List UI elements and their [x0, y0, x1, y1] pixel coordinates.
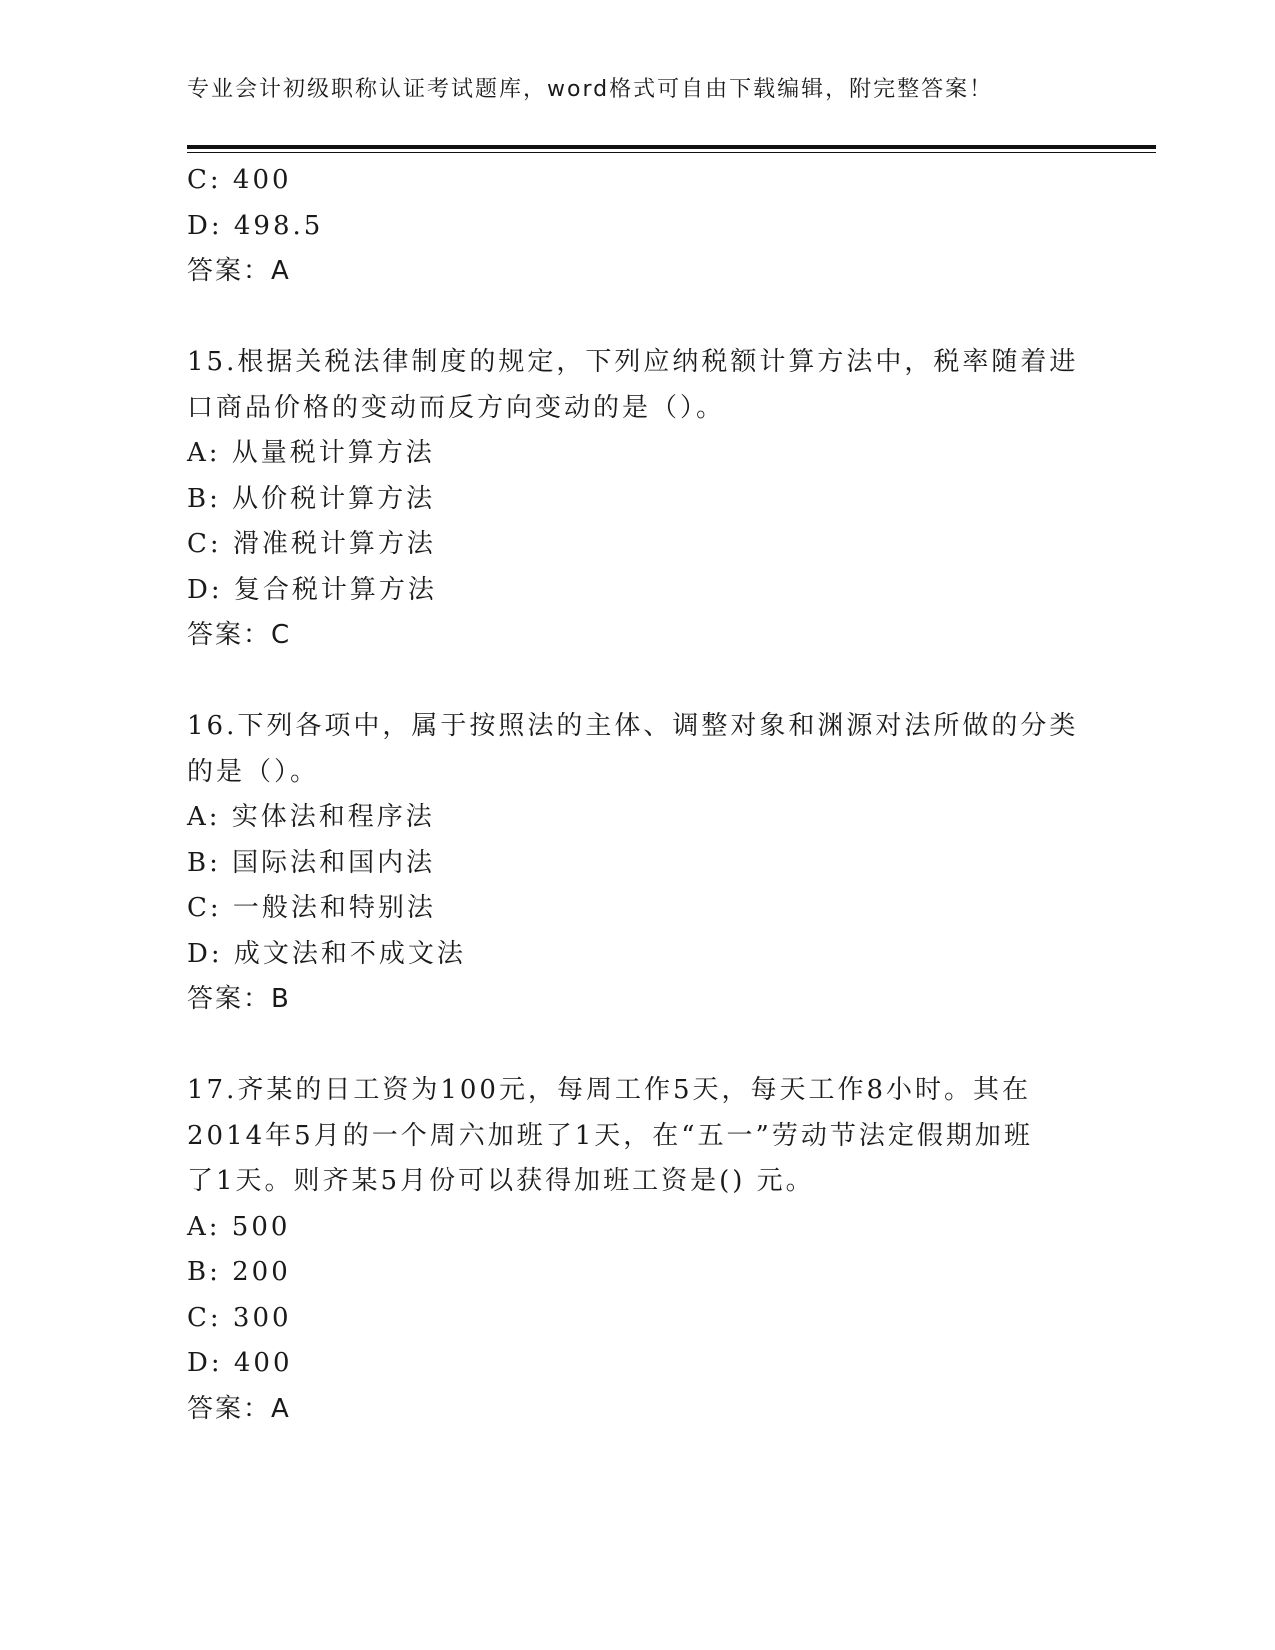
option-b: B: 从价税计算方法 [187, 483, 436, 514]
question-stem-line: 2014年5月的一个周六加班了1天，在“五一”劳动节法定假期加班 [187, 1120, 1033, 1151]
option-d: D: 400 [187, 1348, 293, 1378]
option-a: A: 从量税计算方法 [187, 438, 435, 468]
page-header: 专业会计初级职称认证考试题库，word格式可自由下载编辑，附完整答案！ [187, 77, 994, 102]
header-rule-thin [187, 152, 1156, 153]
option-d: D: 成文法和不成文法 [187, 938, 466, 969]
header-rule-thick [187, 145, 1156, 149]
option-d: D: 498.5 [187, 210, 324, 241]
question-stem-line: 16.下列各项中，属于按照法的主体、调整对象和渊源对法所做的分类 [187, 711, 1079, 741]
question-15 [187, 340, 1087, 659]
question-stem-line: 17.齐某的日工资为100元，每周工作5天，每天工作8小时。其在 [187, 1075, 1032, 1105]
option-c: C: 一般法和特别法 [187, 893, 436, 923]
question-16 [187, 704, 1087, 1023]
question-stem-line: 的是（）。 [187, 756, 320, 787]
question-stem-line: 15.根据关税法律制度的规定，下列应纳税额计算方法中，税率随着进 [187, 347, 1079, 377]
option-c: C: 300 [187, 1302, 292, 1333]
question-stem-line: 口商品价格的变动而反方向变动的是（）。 [187, 392, 726, 423]
continued-question [187, 158, 1087, 295]
answer-line: 答案：C [187, 620, 292, 650]
question-list [187, 158, 1087, 1432]
option-c: C: 滑准税计算方法 [187, 529, 436, 559]
option-c: C: 400 [187, 165, 292, 195]
question-17 [187, 1068, 1087, 1432]
option-b: B: 200 [187, 1257, 291, 1287]
question-stem-line: 了1天。则齐某5月份可以获得加班工资是() 元。 [187, 1166, 815, 1196]
option-a: A: 实体法和程序法 [187, 802, 435, 832]
option-b: B: 国际法和国内法 [187, 847, 436, 878]
answer-line: 答案：A [187, 1393, 291, 1424]
option-a: A: 500 [187, 1211, 291, 1242]
option-d: D: 复合税计算方法 [187, 574, 437, 605]
answer-line: 答案：A [187, 256, 291, 286]
answer-line: 答案：B [187, 984, 291, 1014]
